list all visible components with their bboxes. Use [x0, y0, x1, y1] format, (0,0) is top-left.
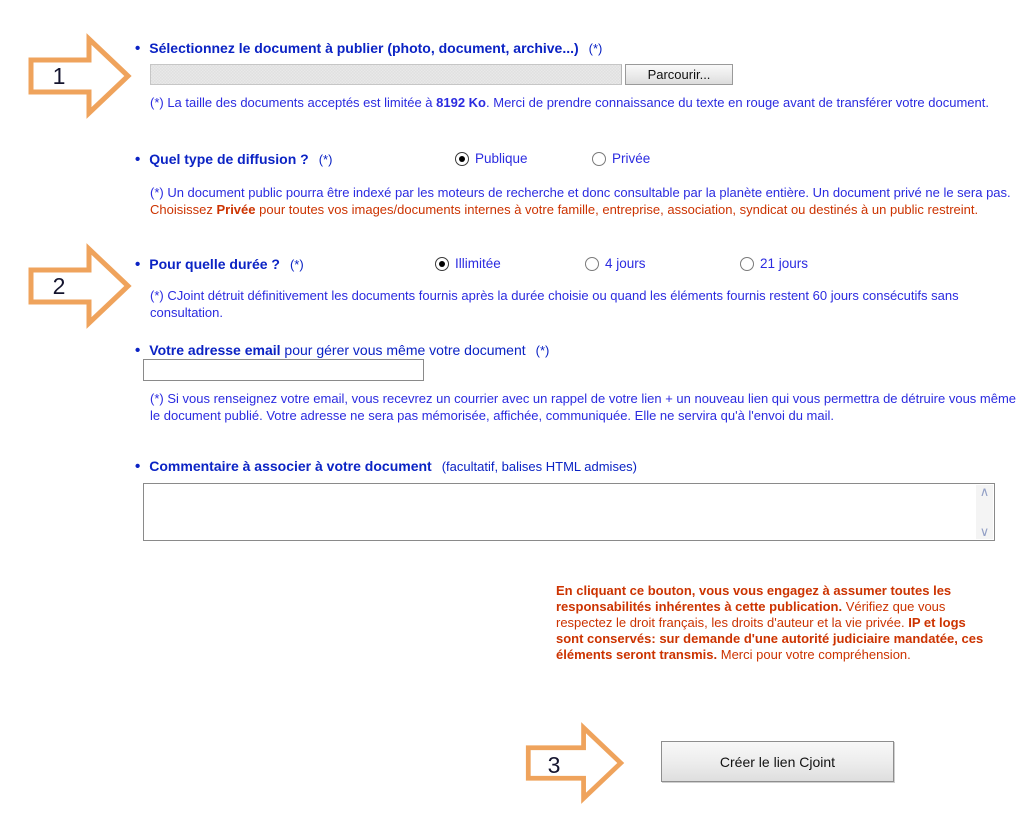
- bullet-icon: •: [135, 40, 141, 57]
- annotation-number: 1: [52, 62, 66, 89]
- radio-icon[interactable]: [740, 257, 754, 271]
- diffusion-heading-text: Quel type de diffusion ?: [149, 151, 309, 167]
- radio-icon[interactable]: [455, 152, 469, 166]
- disclaimer-text: Merci pour votre compréhension.: [717, 647, 911, 662]
- note-text: (*) La taille des documents acceptés est limitée à: [150, 95, 437, 110]
- file-note: [150, 94, 1016, 111]
- file-input-row: [150, 64, 733, 85]
- email-note: (*) Si vous renseignez votre email, vous recevrez un courrier avec un rappel de votre lien + un nouveau lien qui vous permettra de détruire vous même le document publié. Votre adresse ne sera pas mémorisée, affichée, communiquée. Elle ne servira qu'à l'envoi du mail.: [150, 391, 1017, 423]
- browse-button[interactable]: Parcourir...: [625, 64, 733, 85]
- radio-icon[interactable]: [592, 152, 606, 166]
- bullet-icon: •: [135, 458, 141, 475]
- required-marker: (*): [535, 343, 550, 358]
- radio-option-privee[interactable]: [592, 151, 650, 166]
- radio-icon[interactable]: [435, 257, 449, 271]
- radio-option-4-jours[interactable]: [585, 256, 646, 271]
- comment-heading-bold: Commentaire à associer à votre document: [149, 458, 432, 474]
- annotation-number: 3: [547, 751, 561, 778]
- comment-section-heading: [135, 458, 637, 475]
- scroll-down-icon[interactable]: ∨: [979, 524, 990, 539]
- file-section-heading: [135, 40, 602, 57]
- email-section-heading: [135, 342, 549, 359]
- radio-option-illimitee[interactable]: [435, 256, 501, 271]
- note-red-text: [150, 202, 978, 217]
- required-marker: (*): [289, 257, 304, 272]
- duration-note: (*) CJoint détruit définitivement les documents fournis après la durée choisie ou quand les éléments fournis restent 60 jours consécutifs sans consultation.: [150, 288, 959, 320]
- textarea-scrollbar[interactable]: [976, 485, 993, 539]
- radio-label: 21 jours: [760, 256, 809, 271]
- diffusion-note: [150, 184, 1022, 218]
- required-marker: (*): [318, 152, 333, 167]
- required-marker: (*): [588, 41, 603, 56]
- legal-disclaimer: [556, 583, 992, 663]
- note-bold-text: 8192 Ko: [436, 95, 487, 110]
- disclaimer-bold-text: IP et logs sont conservés: sur demande d'une autorité judiciaire mandatée, ces éléments seront transmis.: [556, 615, 984, 662]
- bullet-icon: •: [135, 151, 141, 168]
- disclaimer-bold-text: En cliquant ce bouton, vous vous engagez à assumer toutes les responsabilités inhérentes à cette publication.: [556, 583, 952, 614]
- radio-label: Illimitée: [455, 256, 501, 271]
- note-text: Choisissez: [150, 202, 217, 217]
- annotation-arrow-3: [523, 722, 627, 808]
- email-input[interactable]: [143, 359, 424, 381]
- disclaimer-text: Vérifiez que vous respectez le droit français, les droits d'auteur et la vie privée.: [556, 599, 946, 630]
- annotation-number: 2: [52, 272, 66, 299]
- duration-section-heading: [135, 256, 304, 273]
- create-link-button[interactable]: Créer le lien Cjoint: [661, 741, 894, 782]
- bullet-icon: •: [135, 342, 141, 359]
- radio-option-publique[interactable]: [455, 151, 528, 166]
- file-heading-text: Sélectionnez le document à publier (photo, document, archive...): [149, 40, 579, 56]
- note-text: pour toutes vos images/documents internes à votre famille, entreprise, association, syndicat ou destinés à un public restreint.: [255, 202, 979, 217]
- note-text: . Merci de prendre connaissance du texte en rouge avant de transférer votre document.: [486, 95, 989, 110]
- duration-heading-text: Pour quelle durée ?: [149, 256, 280, 272]
- bullet-icon: •: [135, 256, 141, 273]
- radio-label: 4 jours: [605, 256, 646, 271]
- comment-heading-rest: (facultatif, balises HTML admises): [441, 459, 638, 474]
- email-heading-rest: pour gérer vous même votre document: [280, 342, 526, 358]
- note-bold-text: Privée: [216, 202, 256, 217]
- comment-textarea[interactable]: [143, 483, 995, 541]
- diffusion-section-heading: [135, 151, 332, 168]
- radio-option-21-jours[interactable]: [740, 256, 808, 271]
- scroll-up-icon[interactable]: ∧: [979, 484, 990, 499]
- radio-label: Publique: [475, 151, 528, 166]
- file-path-field[interactable]: [150, 64, 622, 85]
- annotation-arrow-1: [28, 33, 132, 119]
- radio-icon[interactable]: [585, 257, 599, 271]
- email-heading-bold: Votre adresse email: [149, 342, 281, 358]
- radio-label: Privée: [612, 151, 651, 166]
- note-text: (*) Un document public pourra être indexé par les moteurs de recherche et donc consultable par la planète entière. Un document privé ne le sera pas.: [150, 185, 1011, 200]
- annotation-arrow-2: [28, 243, 132, 329]
